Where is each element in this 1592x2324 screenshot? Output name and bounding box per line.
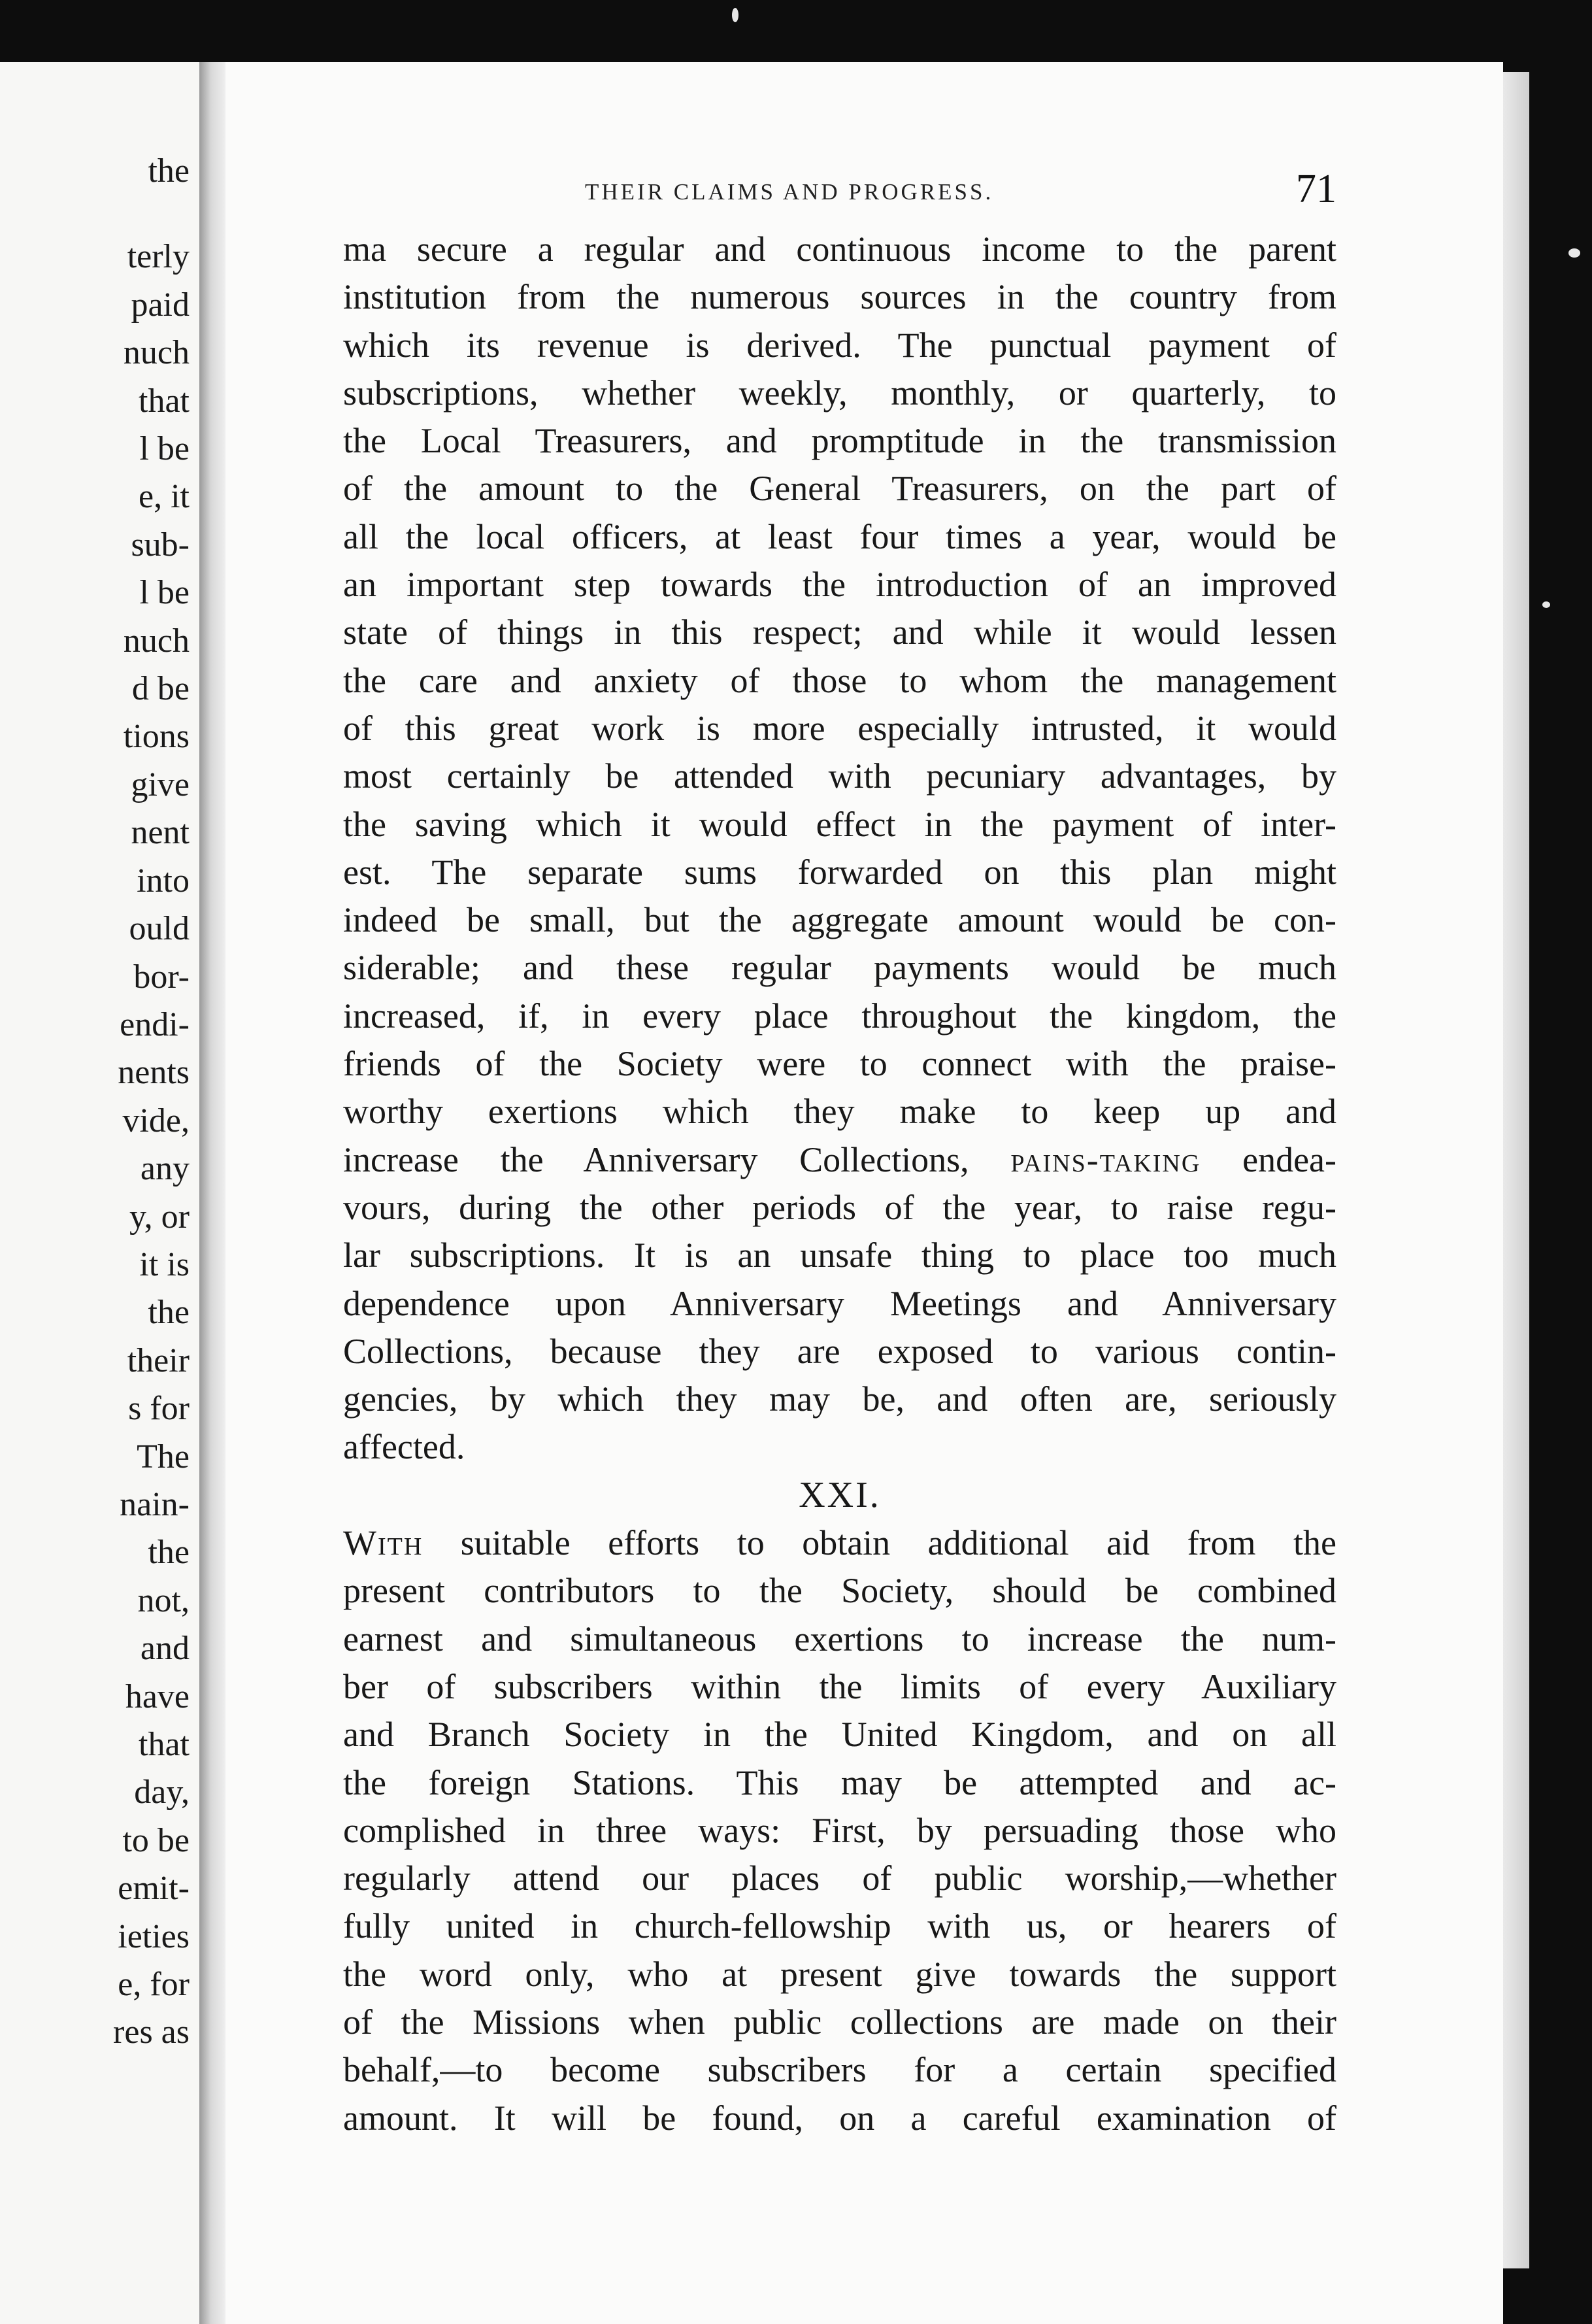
paragraph-2-first-line: With suitable efforts to obtain additional aid from the xyxy=(343,1523,1337,1563)
text-line: all the local officers, at least four times a year, would be xyxy=(343,516,1336,556)
left-page-fragment: have xyxy=(125,1677,190,1715)
paragraph-1-lines-continued xyxy=(343,1184,1336,1423)
emphasis-small-caps: pains-taking xyxy=(1010,1139,1201,1179)
left-page-fragment: the xyxy=(148,152,190,190)
left-page-fragment: emit- xyxy=(118,1870,190,1908)
paragraph-2-lines xyxy=(343,1567,1336,2094)
text-line: of the amount to the General Treasurers, on the part of xyxy=(343,469,1336,509)
left-page-fragment: e, for xyxy=(118,1966,190,2004)
paragraph-1-last-line: affected. xyxy=(343,1427,465,1467)
scan-speck xyxy=(1568,248,1580,258)
text-line: increase the Anniversary Collections, pains-taking endea- xyxy=(343,1139,1337,1179)
text-line: ber of subscribers within the limits of every Auxiliary xyxy=(343,1666,1336,1706)
text-line: the care and anxiety of those to whom the management xyxy=(343,660,1336,700)
left-page-fragment: to be xyxy=(122,1821,190,1859)
page-header xyxy=(343,167,1336,211)
book-gutter xyxy=(199,62,225,2324)
page-number: 71 xyxy=(1296,167,1336,211)
left-page-fragment: terly xyxy=(127,238,190,276)
left-page-fragment: d be xyxy=(131,670,190,708)
left-page-fragment: l be xyxy=(139,430,190,468)
text-line: institution from the numerous sources in the country from xyxy=(343,277,1336,317)
left-page-fragment: their xyxy=(127,1341,190,1379)
text-line: regularly attend our places of public worship,—whether xyxy=(343,1859,1336,1898)
text-line: friends of the Society were to connect with the praise- xyxy=(343,1044,1336,1084)
text-line: earnest and simultaneous exertions to increase the num- xyxy=(343,1619,1336,1659)
left-page-fragment: and xyxy=(140,1630,190,1668)
left-page-fragment: it is xyxy=(139,1245,190,1283)
left-page-fragment: that xyxy=(139,382,190,420)
left-page-fragment: bor- xyxy=(133,958,190,996)
left-page-fragment: the xyxy=(148,1294,190,1332)
left-page-fragment: vide, xyxy=(122,1102,190,1139)
text-line: of the Missions when public collections are made on their xyxy=(343,2002,1336,2042)
left-page-fragment: The xyxy=(137,1438,190,1475)
left-page-fragment: that xyxy=(139,1726,190,1763)
left-page-fragment: the xyxy=(148,1534,190,1572)
text-line: worthy exertions which they make to keep up and xyxy=(343,1092,1336,1132)
text-line: of this great work is more especially intrusted, it would xyxy=(343,708,1336,748)
left-page-fragment: paid xyxy=(131,286,190,324)
left-page-fragment: ould xyxy=(129,910,190,948)
text-line: siderable; and these regular payments would be much xyxy=(343,948,1336,988)
left-page-fragment: nents xyxy=(118,1054,190,1092)
left-page-fragment: e, it xyxy=(139,478,190,516)
page-edge xyxy=(1503,72,1529,2268)
left-page-fragment: endi- xyxy=(120,1005,190,1043)
text-line: and Branch Society in the United Kingdom, and on all xyxy=(343,1715,1336,1755)
left-page-fragment: ieties xyxy=(118,1917,190,1955)
left-page-fragment: nain- xyxy=(120,1485,190,1523)
left-page-fragment: day, xyxy=(134,1774,190,1811)
left-page-fragment: into xyxy=(137,862,190,900)
text-line: the Local Treasurers, and promptitude in the transmission xyxy=(343,421,1336,461)
text-line: lar subscriptions. It is an unsafe thing to place too much xyxy=(343,1236,1336,1275)
text-line: increased, if, in every place throughout the kingdom, the xyxy=(343,996,1336,1036)
left-facing-page xyxy=(0,62,199,2324)
drop-word-small-caps: With xyxy=(343,1523,423,1563)
text-line: the word only, who at present give towards the support xyxy=(343,1954,1336,1994)
scan-speck xyxy=(732,8,738,22)
left-page-fragment: tions xyxy=(123,718,190,756)
left-page-fragment: res as xyxy=(113,2013,190,2051)
text-line: gencies, by which they may be, and often are, seriously xyxy=(343,1379,1336,1419)
running-title: THEIR CLAIMS AND PROGRESS. xyxy=(585,179,994,205)
text-line: state of things in this respect; and while it would lessen xyxy=(343,613,1336,652)
text-line: behalf,—to become subscribers for a certain specified xyxy=(343,2050,1336,2090)
left-page-fragment: y, or xyxy=(129,1198,190,1236)
body-text xyxy=(343,226,1336,2142)
text-line: which its revenue is derived. The punctual payment of xyxy=(343,325,1336,365)
text-line: est. The separate sums forwarded on this plan might xyxy=(343,852,1336,892)
text-line: present contributors to the Society, should be combined xyxy=(343,1571,1336,1611)
text-line: the foreign Stations. This may be attempted and ac- xyxy=(343,1762,1336,1802)
text-line: most certainly be attended with pecuniary advantages, by xyxy=(343,756,1336,796)
left-page-fragment: l be xyxy=(139,574,190,612)
scan-speck xyxy=(1542,601,1550,608)
last-line: amount. It will be found, on a careful examination of xyxy=(343,2098,1336,2138)
left-page-fragment: nuch xyxy=(123,334,190,372)
left-page-fragment: give xyxy=(131,766,190,803)
left-page-fragment: nuch xyxy=(123,622,190,660)
left-page-fragment: sub- xyxy=(131,526,190,564)
text-line: indeed be small, but the aggregate amount would be con- xyxy=(343,900,1336,940)
left-page-fragment: nent xyxy=(131,814,190,852)
text-line: an important step towards the introduction of an improved xyxy=(343,565,1336,605)
paragraph-1-lines xyxy=(343,226,1336,1136)
text-line: dependence upon Anniversary Meetings and Anniversary xyxy=(343,1283,1336,1323)
left-page-text-fragments xyxy=(0,152,190,2057)
text-line: vours, during the other periods of the year, to raise regu- xyxy=(343,1187,1336,1227)
text-line: fully united in church-fellowship with us, or hearers of xyxy=(343,1906,1336,1946)
left-page-fragment: s for xyxy=(128,1390,190,1428)
text-line: Collections, because they are exposed to various contin- xyxy=(343,1331,1336,1371)
text-line: complished in three ways: First, by persuading those who xyxy=(343,1810,1336,1850)
text-line: ma secure a regular and continuous income to the parent xyxy=(343,229,1336,269)
text-line: the saving which it would effect in the payment of inter- xyxy=(343,804,1336,844)
left-page-fragment: any xyxy=(140,1150,190,1188)
section-heading: XXI. xyxy=(799,1474,881,1515)
left-page-fragment: not, xyxy=(137,1581,190,1619)
text-line: subscriptions, whether weekly, monthly, or quarterly, to xyxy=(343,373,1336,413)
